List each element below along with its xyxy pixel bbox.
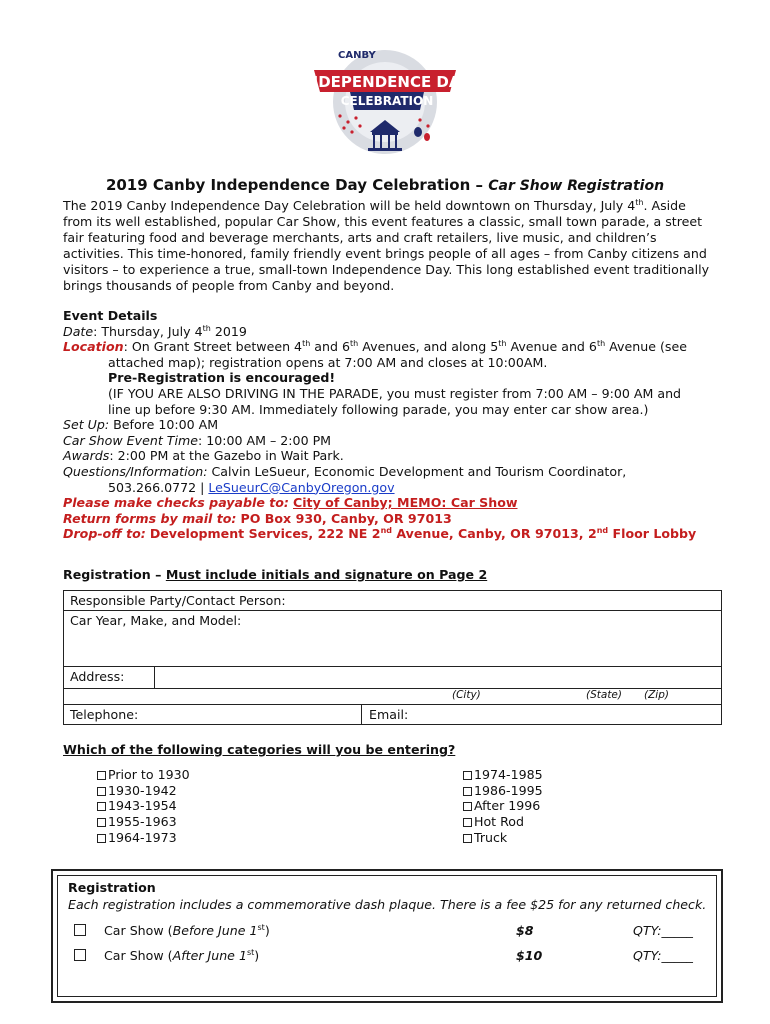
category-option[interactable]: 1943-1954 — [97, 798, 190, 814]
title-main: 2019 Canby Independence Day Celebration – — [105, 176, 483, 194]
parade-note-line1: (IF YOU ARE ALSO DRIVING IN THE PARADE, you must register from 7:00 AM – 9:00 AM and — [108, 385, 682, 401]
fee-price: $10 — [516, 948, 543, 963]
email-field[interactable]: Email: — [369, 707, 409, 722]
category-option[interactable]: 1955-1963 — [97, 814, 190, 830]
contact-email-link[interactable]: LeSueurC@CanbyOregon.gov — [208, 479, 395, 495]
category-option[interactable]: 1964-1973 — [97, 830, 190, 846]
fee-box — [51, 869, 723, 1003]
checkbox-icon[interactable] — [97, 771, 106, 780]
categories-question: Which of the following categories will you be entering? — [63, 742, 456, 757]
mail-address: Return forms by mail to: PO Box 930, Canby, OR 97013 — [63, 510, 452, 526]
title-sub: Car Show Registration — [488, 178, 665, 194]
intro-paragraph: The 2019 Canby Independence Day Celebration will be held downtown on Thursday, July 4th. Aside from its well established, popular Car Show, this event features a classic, small town parade, a street fair featuring food and beverage merchants, arts and craft retailers, live music, and children’s activities. This time-honored, family friendly event brings people of all ages – from Canby citizens and visitors – to experience a true, small-town Independence Day. This long established event traditionally brings thousands of people from Canby and beyond. — [63, 197, 710, 293]
event-location: Location: On Grant Street between 4th and 6th Avenues, and along 5th Avenue and 6th Avenue (see — [63, 339, 687, 355]
checkbox-icon[interactable] — [463, 834, 472, 843]
checkbox-icon[interactable] — [74, 949, 86, 961]
setup-time: Set Up: Before 10:00 AM — [63, 417, 219, 433]
page-title — [0, 176, 770, 194]
dropoff-address: Drop-off to: Development Services, 222 NE 2nd Avenue, Canby, OR 97013, 2nd Floor Lobby — [63, 526, 697, 542]
independence-day-logo — [300, 40, 470, 165]
category-option[interactable]: 1986-1995 — [463, 783, 543, 799]
car-details-field[interactable]: Car Year, Make, and Model: — [70, 613, 242, 628]
fee-note: Each registration includes a commemorative dash plaque. There is a fee $25 for any returned check. — [68, 897, 707, 912]
checkbox-icon[interactable] — [463, 787, 472, 796]
category-option[interactable]: Hot Rod — [463, 814, 543, 830]
checkbox-icon[interactable] — [463, 771, 472, 780]
qty-field[interactable]: QTY:_____ — [633, 948, 693, 963]
questions-contact: Questions/Information: Calvin LeSueur, Economic Development and Tourism Coordinator, — [63, 463, 627, 479]
address-field[interactable]: Address: — [70, 669, 125, 684]
city-label: (City) — [452, 689, 481, 701]
event-time: Car Show Event Time: 10:00 AM – 2:00 PM — [63, 432, 332, 448]
category-option[interactable]: 1974-1985 — [463, 767, 543, 783]
awards-time: Awards: 2:00 PM at the Gazebo in Wait Park. — [63, 448, 344, 464]
telephone-field[interactable]: Telephone: — [70, 707, 139, 722]
logo-celebration-text: CELEBRATION — [340, 94, 434, 108]
category-option[interactable]: After 1996 — [463, 798, 543, 814]
event-location-line2: attached map); registration opens at 7:00 AM and closes at 10:00AM. — [108, 354, 548, 370]
qty-field[interactable]: QTY:_____ — [633, 923, 693, 938]
category-option[interactable]: 1930-1942 — [97, 783, 190, 799]
checks-payable: Please make checks payable to: City of Canby; MEMO: Car Show — [63, 495, 518, 511]
checkbox-icon[interactable] — [97, 818, 106, 827]
checkbox-icon[interactable] — [97, 834, 106, 843]
registration-table — [63, 590, 722, 725]
fee-item-before-june[interactable]: Car Show (Before June 1st) $8 QTY:_____ — [68, 923, 708, 941]
contact-phone-email: 503.266.0772 | LeSueurC@CanbyOregon.gov — [108, 479, 395, 495]
fee-price: $8 — [516, 923, 534, 938]
categories-right — [463, 767, 543, 846]
fee-heading: Registration — [68, 880, 156, 895]
checkbox-icon[interactable] — [74, 924, 86, 936]
responsible-party-field[interactable]: Responsible Party/Contact Person: — [70, 593, 286, 608]
event-details — [63, 308, 723, 542]
logo-independence-text: INDEPENDENCE DAY — [300, 73, 470, 91]
logo-canby-text: CANBY — [338, 50, 376, 61]
category-option[interactable]: Truck — [463, 830, 543, 846]
event-date: Date: Thursday, July 4th 2019 — [63, 323, 247, 339]
state-label: (State) — [586, 689, 622, 701]
categories-left — [97, 767, 190, 846]
checkbox-icon[interactable] — [97, 802, 106, 811]
category-option[interactable]: Prior to 1930 — [97, 767, 190, 783]
checkbox-icon[interactable] — [97, 787, 106, 796]
zip-label: (Zip) — [644, 689, 669, 701]
checkbox-icon[interactable] — [463, 818, 472, 827]
checkbox-icon[interactable] — [463, 802, 472, 811]
registration-title: Registration – Must include initials and signature on Page 2 — [63, 567, 488, 582]
preregistration-note: Pre-Registration is encouraged! — [108, 370, 336, 386]
event-details-heading: Event Details — [63, 308, 158, 323]
parade-note-line2: line up before 9:30 AM. Immediately following parade, you may enter car show area.) — [108, 401, 649, 417]
fee-item-after-june[interactable]: Car Show (After June 1st) $10 QTY:_____ — [68, 948, 708, 966]
